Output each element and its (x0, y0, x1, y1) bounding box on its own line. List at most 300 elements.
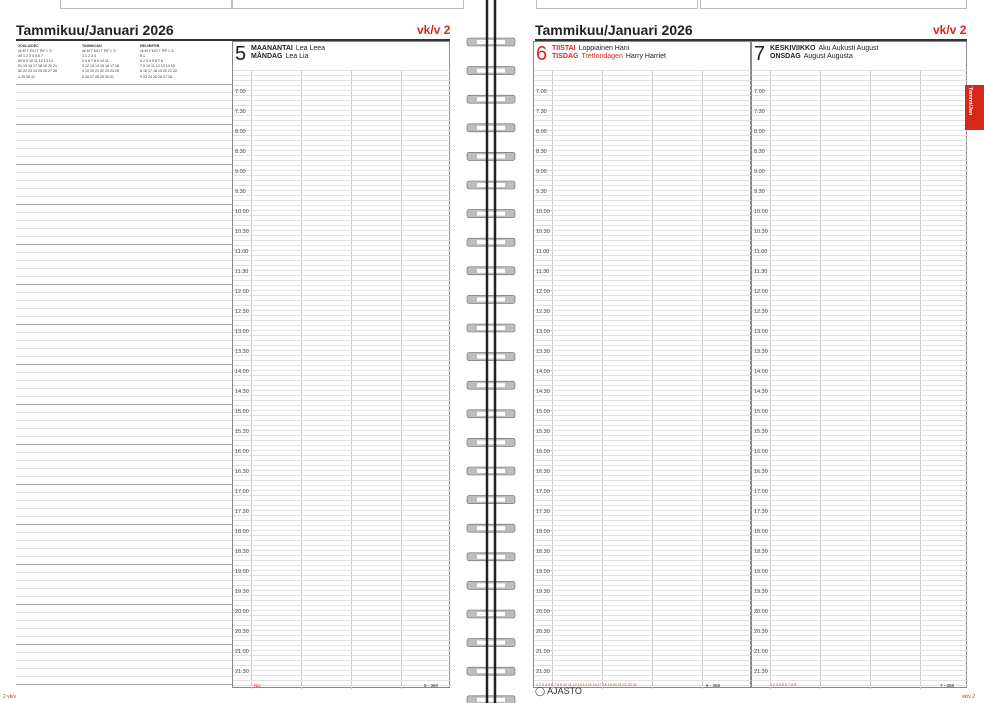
note-line (16, 372, 232, 373)
ruled-line (752, 480, 968, 481)
ruled-line (534, 145, 752, 146)
ruled-line (233, 645, 451, 646)
note-line (16, 108, 232, 109)
ruled-line (534, 665, 752, 666)
note-line (16, 348, 232, 349)
ruled-line (233, 520, 451, 521)
top-tab (700, 0, 967, 9)
ruled-line (233, 510, 451, 511)
binding-hole (477, 212, 505, 216)
time-label: 7.30 (235, 109, 246, 115)
binding-hole (477, 154, 505, 158)
ruled-line (233, 680, 451, 681)
ruled-line (534, 130, 752, 131)
time-label: 20.30 (536, 629, 550, 635)
day-number: 7 (754, 43, 766, 65)
time-label: 12.00 (235, 289, 249, 295)
ruled-line (233, 615, 451, 616)
binding-hole (477, 97, 505, 101)
ruled-line (534, 195, 752, 196)
note-line (16, 220, 232, 221)
ruled-line (233, 585, 451, 586)
ruled-line (752, 305, 968, 306)
binding-hole (477, 69, 505, 73)
ruled-line (752, 90, 968, 91)
ruled-line (233, 265, 451, 266)
top-tab (536, 0, 698, 9)
ruled-line (534, 380, 752, 381)
note-line (16, 188, 232, 189)
ruled-line (752, 280, 968, 281)
time-label: 18.00 (536, 529, 550, 535)
ruled-line (752, 345, 968, 346)
ruled-line (752, 165, 968, 166)
time-label: 19.30 (235, 589, 249, 595)
time-label: 14.00 (536, 369, 550, 375)
ruled-line (534, 620, 752, 621)
ruled-line (534, 385, 752, 386)
ruled-line (752, 370, 968, 371)
corner-label-right: vk/v 2 (962, 694, 976, 700)
ruled-line (534, 525, 752, 526)
ruled-line (534, 300, 752, 301)
note-line (16, 628, 232, 629)
binding-hole (477, 641, 505, 645)
ruled-line (752, 630, 968, 631)
ruled-line (534, 415, 752, 416)
ruled-line (233, 635, 451, 636)
binding-hole (477, 326, 505, 330)
ruled-line (752, 270, 968, 271)
ruled-line (233, 185, 451, 186)
time-label: 18.30 (235, 549, 249, 555)
ruled-line (752, 435, 968, 436)
ruled-line (534, 295, 752, 296)
ruled-line (752, 400, 968, 401)
ruled-line (233, 105, 451, 106)
ruled-line (233, 490, 451, 491)
ruled-line (534, 75, 752, 76)
note-line (16, 148, 232, 149)
note-line (16, 532, 232, 533)
time-label: 20.00 (536, 609, 550, 615)
note-line (16, 396, 232, 397)
ruled-line (752, 445, 968, 446)
ruled-line (752, 95, 968, 96)
note-line (16, 140, 232, 141)
ruled-line (233, 180, 451, 181)
ruled-line (233, 485, 451, 486)
binding-hole (477, 240, 505, 244)
ruled-line (752, 105, 968, 106)
notes-lines[interactable] (16, 84, 232, 688)
ruled-line (752, 70, 968, 71)
ruled-line (233, 345, 451, 346)
time-label: 13.00 (754, 329, 768, 335)
ruled-line (752, 525, 968, 526)
time-label: 12.30 (235, 309, 249, 315)
ruled-line (752, 185, 968, 186)
time-label: 15.30 (536, 429, 550, 435)
time-label: 16.30 (235, 469, 249, 475)
ruled-line (752, 615, 968, 616)
binding-hole (477, 498, 505, 502)
ruled-line (233, 395, 451, 396)
ruled-line (752, 75, 968, 76)
time-label: 21.30 (235, 669, 249, 675)
ruled-line (534, 510, 752, 511)
time-label: 16.00 (235, 449, 249, 455)
ruled-line (534, 515, 752, 516)
time-label: 11.30 (754, 269, 768, 275)
ruled-line (752, 560, 968, 561)
ruled-line (233, 440, 451, 441)
time-label: 12.00 (536, 289, 550, 295)
ruled-line (534, 345, 752, 346)
day-name-sv: MÅNDAG (251, 53, 283, 60)
time-label: 17.00 (754, 489, 768, 495)
ruled-line (752, 230, 968, 231)
ruled-line (534, 600, 752, 601)
ruled-line (752, 495, 968, 496)
ruled-line (233, 640, 451, 641)
top-tab (232, 0, 464, 9)
ruled-line (233, 210, 451, 211)
time-label: 15.00 (536, 409, 550, 415)
ruled-line (534, 260, 752, 261)
note-line (16, 100, 232, 101)
time-label: 8.30 (536, 149, 547, 155)
note-line (16, 572, 232, 573)
ruled-line (233, 410, 451, 411)
ruled-line (752, 655, 968, 656)
note-line (16, 412, 232, 413)
ruled-line (233, 370, 451, 371)
binding-hole (477, 183, 505, 187)
time-label: 7.00 (536, 89, 547, 95)
time-label: 8.00 (235, 129, 246, 135)
ruled-line (752, 395, 968, 396)
ruled-line (534, 310, 752, 311)
note-line (16, 636, 232, 637)
ruled-line (534, 180, 752, 181)
time-label: 21.30 (754, 669, 768, 675)
ruled-line (752, 175, 968, 176)
note-line (16, 84, 232, 85)
ruled-line (534, 455, 752, 456)
ruled-line (534, 400, 752, 401)
ruled-line (752, 450, 968, 451)
ruled-line (534, 615, 752, 616)
note-line (16, 516, 232, 517)
note-line (16, 284, 232, 285)
ruled-line (752, 605, 968, 606)
ruled-line (233, 215, 451, 216)
ruled-line (534, 450, 752, 451)
time-label: 13.30 (754, 349, 768, 355)
ruled-line (233, 630, 451, 631)
ruled-line (233, 475, 451, 476)
ruled-line (534, 200, 752, 201)
ruled-line (752, 670, 968, 671)
ruled-line (534, 315, 752, 316)
note-line (16, 124, 232, 125)
ruled-line (233, 110, 451, 111)
mini-calendar-dec: JOULU/DEC vk M T K/O T P/F L S 49 1 2 3 4 5 6 7 50 8 9 10 11 12 13 14 51 15 16 17 18 19 20 21 52 22 23 24 25 26 27 28 1 29 30 31 (18, 44, 57, 79)
ruled-line (752, 335, 968, 336)
ruled-line (752, 585, 968, 586)
ruled-line (233, 390, 451, 391)
ruled-line (752, 170, 968, 171)
time-label: 19.00 (536, 569, 550, 575)
ruled-line (752, 355, 968, 356)
ruled-line (233, 150, 451, 151)
note-line (16, 588, 232, 589)
time-label: 13.30 (536, 349, 550, 355)
ruled-line (534, 535, 752, 536)
ruled-line (233, 600, 451, 601)
note-line (16, 596, 232, 597)
ruled-line (534, 215, 752, 216)
note-line (16, 468, 232, 469)
ruled-line (233, 385, 451, 386)
ruled-line (752, 505, 968, 506)
ruled-line (233, 165, 451, 166)
day-number: 5 (235, 43, 247, 65)
ruled-line (534, 240, 752, 241)
footer-note-tuesday: 1 2 3 4 5 6 7 8 9 10 11 12 13 14 15 16 17 18 19 20 21 22 23 24 (536, 683, 637, 687)
ruled-line (534, 275, 752, 276)
time-label: 16.00 (754, 449, 768, 455)
day-name-fi: MAANANTAI (251, 45, 293, 52)
note-line (16, 612, 232, 613)
note-line (16, 460, 232, 461)
ruled-line (534, 565, 752, 566)
ruled-line (752, 140, 968, 141)
ruled-line (752, 570, 968, 571)
time-label: 9.00 (536, 169, 547, 175)
ruled-line (233, 380, 451, 381)
ruled-line (233, 375, 451, 376)
ruled-line (752, 500, 968, 501)
binding-hole (477, 355, 505, 359)
time-label: 19.30 (536, 589, 550, 595)
ruled-line (233, 360, 451, 361)
ruled-line (752, 260, 968, 261)
ruled-line (534, 425, 752, 426)
ruled-line (752, 660, 968, 661)
ruled-line (233, 425, 451, 426)
ruled-line (752, 180, 968, 181)
ruled-line (233, 245, 451, 246)
ruled-line (752, 320, 968, 321)
ruled-line (752, 100, 968, 101)
ruled-line (752, 155, 968, 156)
ruled-line (534, 500, 752, 501)
ruled-line (233, 420, 451, 421)
ruled-line (233, 515, 451, 516)
time-label: 19.00 (754, 569, 768, 575)
ruled-line (752, 650, 968, 651)
ruled-line (233, 685, 451, 686)
ruled-line (534, 220, 752, 221)
ruled-line (233, 300, 451, 301)
note-line (16, 332, 232, 333)
time-label: 14.00 (235, 369, 249, 375)
time-label: 17.30 (536, 509, 550, 515)
ruled-line (534, 110, 752, 111)
note-line (16, 252, 232, 253)
note-line (16, 564, 232, 565)
ruled-line (233, 655, 451, 656)
ruled-line (752, 300, 968, 301)
time-label: 15.00 (235, 409, 249, 415)
week-label-left: vk/v 2 (417, 23, 451, 37)
ruled-line (752, 250, 968, 251)
ruled-line (752, 315, 968, 316)
ruled-line (534, 645, 752, 646)
ruled-line (752, 565, 968, 566)
note-line (16, 684, 232, 685)
ruled-line (233, 275, 451, 276)
note-line (16, 172, 232, 173)
ruled-line (752, 220, 968, 221)
note-line (16, 652, 232, 653)
note-line (16, 204, 232, 205)
note-line (16, 604, 232, 605)
name-days-sv: Harry Harriet (625, 53, 666, 60)
binding-hole (477, 412, 505, 416)
schedule-grid-tuesday[interactable] (533, 41, 751, 688)
spiral-binding (463, 0, 519, 703)
month-tab-label: Tammi/Jan (967, 87, 973, 116)
ruled-line (752, 545, 968, 546)
ruled-line (534, 365, 752, 366)
ruled-line (752, 205, 968, 206)
ruled-line (534, 625, 752, 626)
time-label: 15.30 (235, 429, 249, 435)
ruled-line (752, 325, 968, 326)
ruled-line (752, 485, 968, 486)
ruled-line (752, 535, 968, 536)
ruled-line (534, 280, 752, 281)
ruled-line (752, 265, 968, 266)
ruled-line (534, 660, 752, 661)
binding-hole (477, 698, 505, 702)
note-line (16, 508, 232, 509)
ruled-line (752, 365, 968, 366)
time-label: 10.00 (754, 209, 768, 215)
ruled-line (233, 225, 451, 226)
note-line (16, 580, 232, 581)
note-line (16, 324, 232, 325)
ruled-line (233, 540, 451, 541)
week-label-right: vk/v 2 (933, 23, 967, 37)
note-line (16, 380, 232, 381)
ruled-line (534, 485, 752, 486)
ruled-line (233, 335, 451, 336)
ruled-line (534, 680, 752, 681)
ruled-line (534, 170, 752, 171)
time-label: 21.00 (536, 649, 550, 655)
ruled-line (233, 435, 451, 436)
time-label: 15.00 (754, 409, 768, 415)
note-line (16, 316, 232, 317)
ruled-line (534, 235, 752, 236)
ruled-line (534, 405, 752, 406)
ruled-line (534, 590, 752, 591)
ruled-line (752, 150, 968, 151)
binding-hole (477, 612, 505, 616)
time-label: 20.00 (754, 609, 768, 615)
ruled-line (534, 165, 752, 166)
ruled-line (534, 410, 752, 411)
ruled-line (752, 640, 968, 641)
ruled-line (534, 185, 752, 186)
binding-hole (477, 440, 505, 444)
ruled-line (233, 500, 451, 501)
time-label: 14.30 (536, 389, 550, 395)
ruled-line (233, 665, 451, 666)
ruled-line (752, 530, 968, 531)
ruled-line (752, 200, 968, 201)
ruled-line (534, 175, 752, 176)
ruled-line (233, 295, 451, 296)
schedule-grid-wednesday[interactable] (751, 41, 967, 688)
note-line (16, 244, 232, 245)
ruled-line (752, 595, 968, 596)
ruled-line (752, 440, 968, 441)
ruled-line (534, 85, 752, 86)
note-line (16, 364, 232, 365)
ruled-line (752, 410, 968, 411)
ruled-line (752, 190, 968, 191)
note-line (16, 644, 232, 645)
ruled-line (534, 135, 752, 136)
ruled-line (233, 270, 451, 271)
ruled-line (534, 355, 752, 356)
time-label: 12.30 (754, 309, 768, 315)
ruled-line (752, 375, 968, 376)
ruled-line (534, 610, 752, 611)
time-label: 15.30 (754, 429, 768, 435)
note-line (16, 388, 232, 389)
ruled-line (233, 525, 451, 526)
ruled-line (534, 160, 752, 161)
ruled-line (233, 140, 451, 141)
ruled-line (534, 360, 752, 361)
note-line (16, 92, 232, 93)
time-label: 9.30 (235, 189, 246, 195)
ruled-line (534, 375, 752, 376)
binding-hole (477, 269, 505, 273)
month-tab[interactable] (965, 85, 984, 130)
binding-hole (477, 40, 505, 44)
time-label: 19.00 (235, 569, 249, 575)
note-line (16, 356, 232, 357)
ruled-line (534, 340, 752, 341)
note-line (16, 548, 232, 549)
schedule-grid-monday[interactable] (232, 41, 450, 688)
ruled-line (752, 310, 968, 311)
footer-note-wednesday: 1 2 3 4 5 6 7 8 9 (770, 683, 796, 687)
time-label: 14.00 (754, 369, 768, 375)
binding-hole (477, 583, 505, 587)
ruled-line (534, 230, 752, 231)
ruled-line (534, 210, 752, 211)
note-line (16, 228, 232, 229)
note-line (16, 268, 232, 269)
